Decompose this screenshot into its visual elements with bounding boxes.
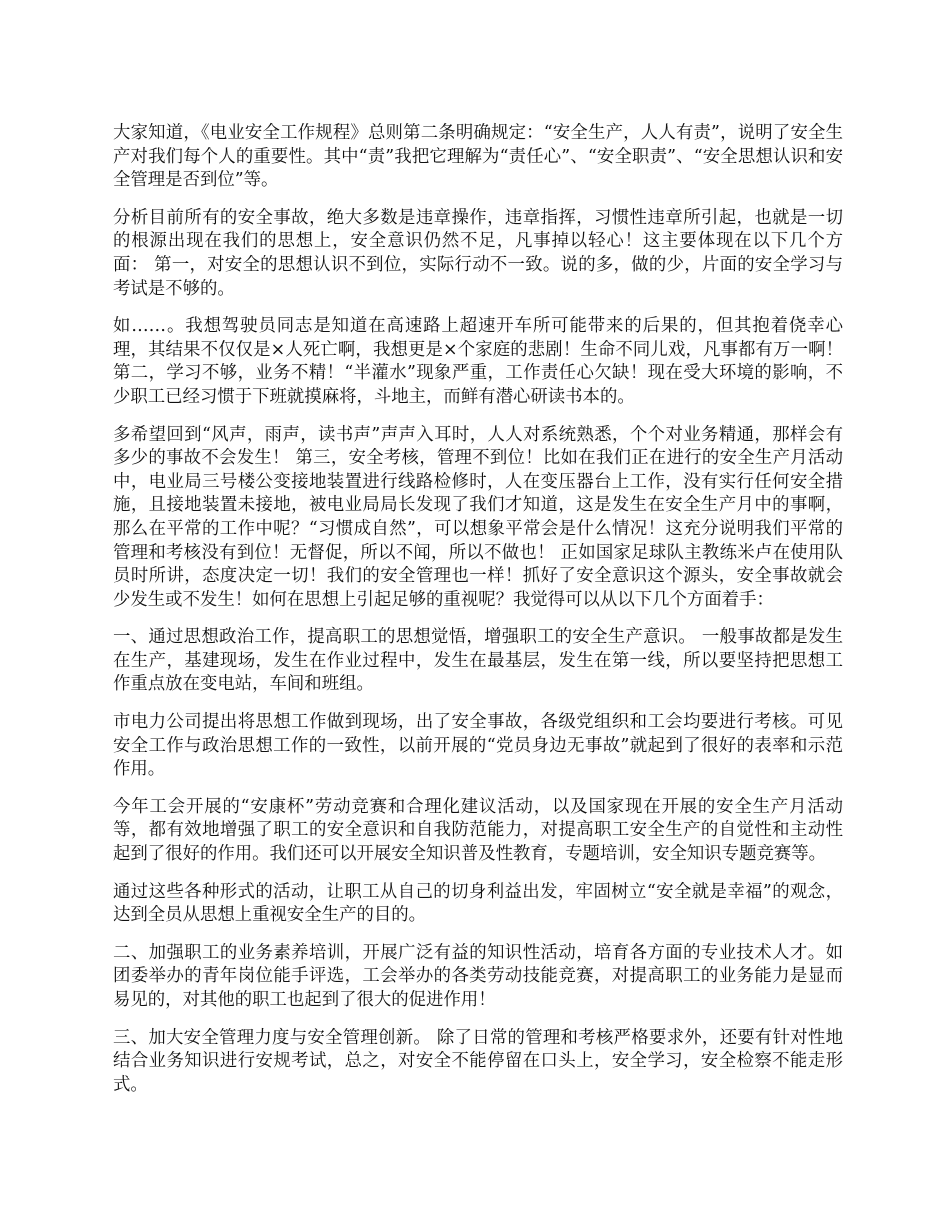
paragraph-9: 二、加强职工的业务素养培训，开展广泛有益的知识性活动，培育各方面的专业技术人才。如团委举办的青年岗位能手评选，工会举办的各类劳动技能竞赛，对提高职工的业务能力是显而易见的，对其他的职工也起到了很大的促进作用！ bbox=[113, 942, 843, 1010]
paragraph-2: 分析目前所有的安全事故，绝大多数是违章操作，违章指挥，习惯性违章所引起，也就是一切的根源出现在我们的思想上，安全意识仍然不足，凡事掉以轻心！这主要体现在以下几个方面： 第一，对安全的思想认识不到位，实际行动不一致。说的多，做的少，片面的安全学习与考试是不够的。 bbox=[113, 207, 843, 299]
paragraph-3: 如……。我想驾驶员同志是知道在高速路上超速开车所可能带来的后果的，但其抱着侥幸心理，其结果不仅仅是×人死亡啊，我想更是×个家庭的悲剧！生命不同儿戏，凡事都有万一啊！ 第二，学习不够，业务不精！“半灌水”现象严重，工作责任心欠缺！现在受大环境的影响，不少职工已经习惯于下班就摸麻将，斗地主，而鲜有潜心研读书本的。 bbox=[113, 316, 843, 407]
paragraph-6: 市电力公司提出将思想工作做到现场，出了安全事故，各级党组织和工会均要进行考核。可见安全工作与政治思想工作的一致性，以前开展的“党员身边无事故”就起到了很好的表率和示范作用。 bbox=[113, 712, 843, 780]
paragraph-10: 三、加大安全管理力度与安全管理创新。 除了日常的管理和考核严格要求外，还要有针对性地结合业务知识进行安规考试，总之，对安全不能停留在口头上，安全学习，安全检察不能走形式。 bbox=[113, 1027, 843, 1095]
paragraph-5: 一、通过思想政治工作，提高职工的思想觉悟，增强职工的安全生产意识。 一般事故都是发生在生产，基建现场，发生在作业过程中，发生在最基层，发生在第一线，所以要坚持把思想工作重点放在变电站，车间和班组。 bbox=[113, 627, 843, 695]
paragraph-8: 通过这些各种形式的活动，让职工从自己的切身利益出发，牢固树立“安全就是幸福”的观念，达到全员从思想上重视安全生产的目的。 bbox=[113, 881, 843, 926]
document-body bbox=[113, 122, 843, 1111]
paragraph-7: 今年工会开展的“安康杯”劳动竞赛和合理化建议活动，以及国家现在开展的安全生产月活动等，都有效地增强了职工的安全意识和自我防范能力，对提高职工安全生产的自觉性和主动性起到了很好的作用。我们还可以开展安全知识普及性教育，专题培训，安全知识专题竞赛等。 bbox=[113, 796, 843, 865]
paragraph-1: 大家知道，《电业安全工作规程》总则第二条明确规定：“安全生产，人人有责”，说明了安全生产对我们每个人的重要性。其中“责”我把它理解为“责任心”、“安全职责”、“安全思想认识和安全管理是否到位”等。 bbox=[113, 123, 843, 191]
paragraph-4: 多希望回到“风声，雨声，读书声”声声入耳时，人人对系统熟悉，个个对业务精通，那样会有多少的事故不会发生！ 第三，安全考核，管理不到位！比如在我们正在进行的安全生产月活动中，电业局三号楼公变接地装置进行线路检修时，人在变压器台上工作，没有实行任何安全措施，且接地装置未接地，被电业局局长发现了我们才知道，这是发生在安全生产月中的事啊，那么在平常的工作中呢？“习惯成自然”，可以想象平常会是什么情况！这充分说明我们平常的管理和考核没有到位！无督促，所以不闻，所以不做也！ 正如国家足球队主教练米卢在使用队员时所讲，态度决定一切！我们的安全管理也一样！抓好了安全意识这个源头，安全事故就会少发生或不发生！如何在思想上引起足够的重视呢？我觉得可以从以下几个方面着手： bbox=[113, 424, 843, 610]
